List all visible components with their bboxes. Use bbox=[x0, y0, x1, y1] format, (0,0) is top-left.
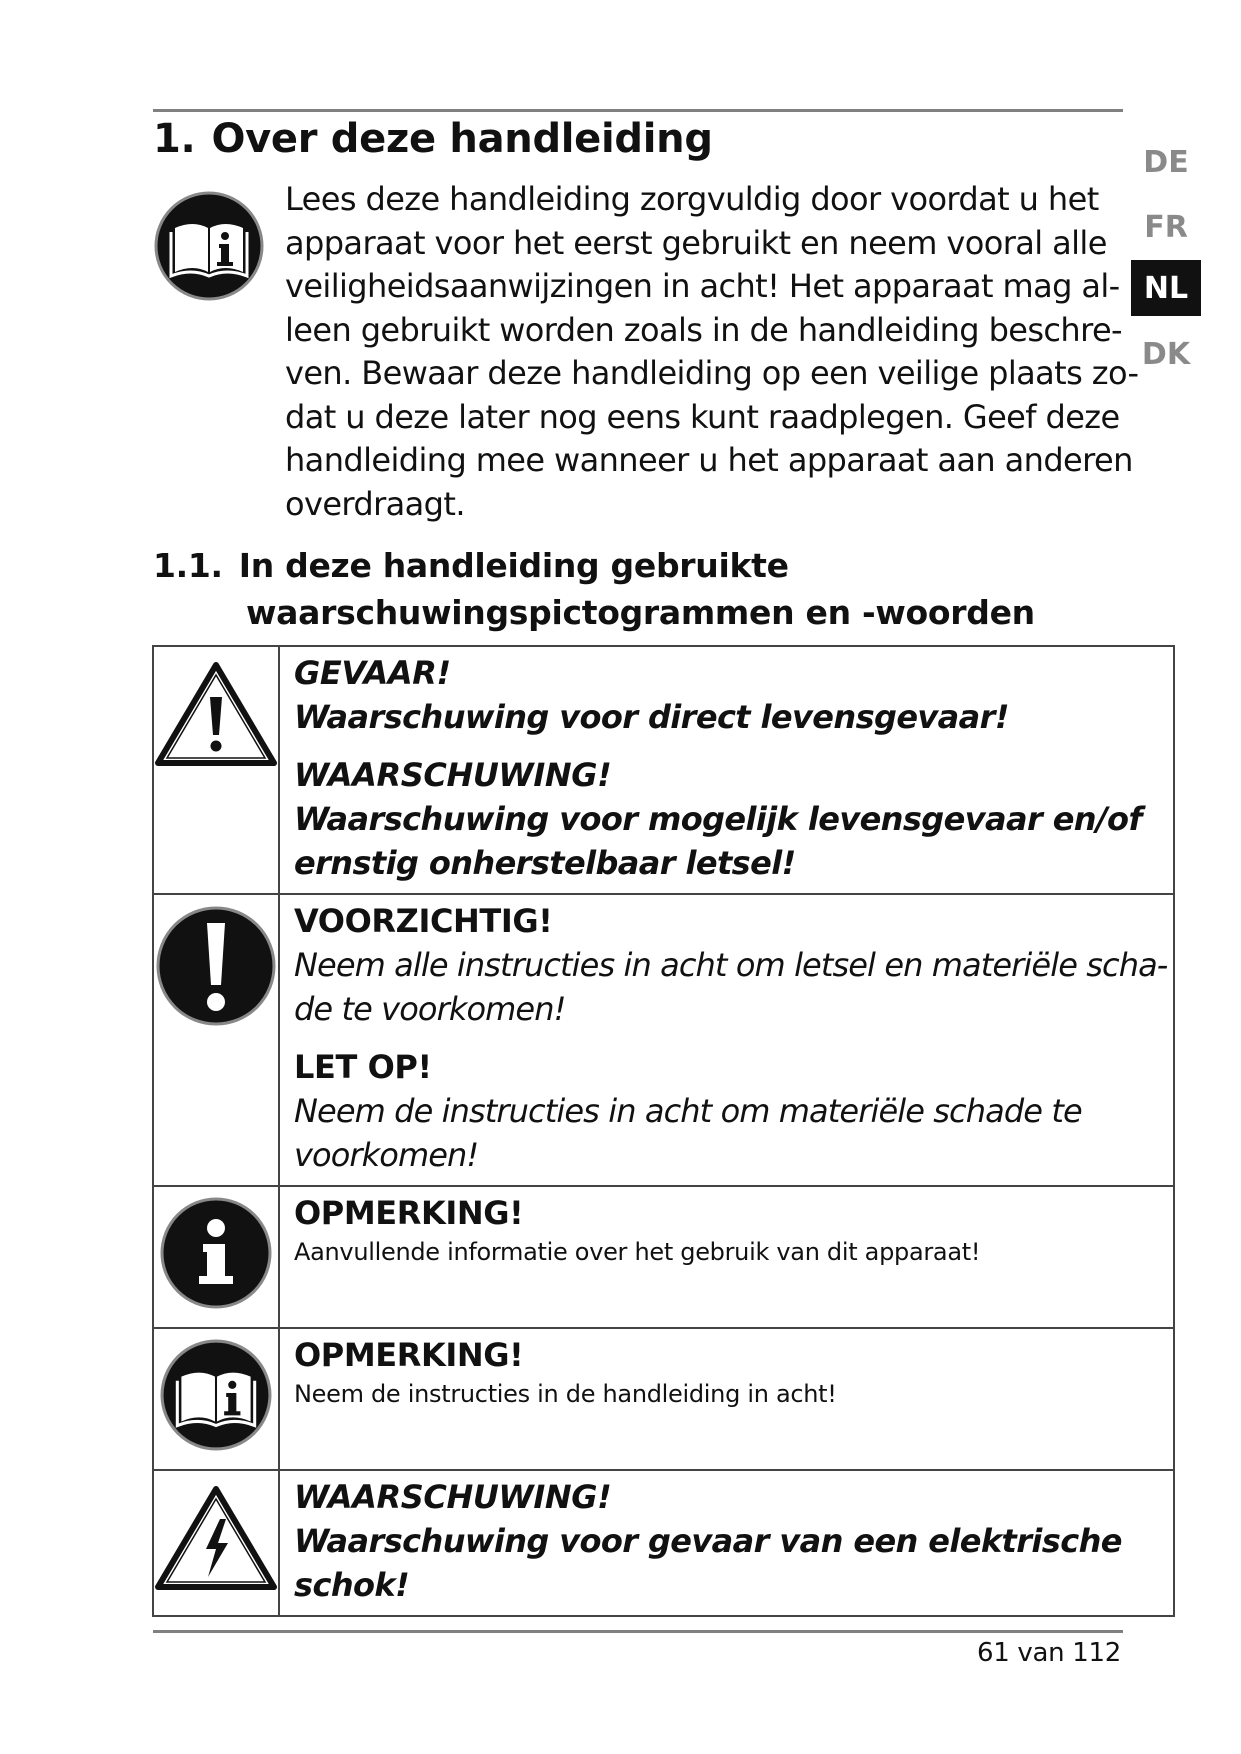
table-row bbox=[153, 1470, 1174, 1616]
signal-word: OPMERKING! bbox=[294, 1194, 524, 1232]
signal-word: VOORZICHTIG! bbox=[294, 902, 553, 940]
signal-description: Aanvullende informatie over het gebruik van dit apparaat! bbox=[294, 1238, 981, 1266]
signal-word: OPMERKING! bbox=[294, 1336, 524, 1374]
lang-tab-nl[interactable]: NL bbox=[1131, 260, 1201, 316]
text-cell bbox=[279, 894, 1174, 1186]
intro-line: dat u deze later nog eens kunt raadplegen. Geef deze bbox=[285, 397, 1120, 436]
signal-word: GEVAAR! bbox=[294, 654, 451, 692]
table-row bbox=[153, 1328, 1174, 1470]
intro-line: overdraagt. bbox=[285, 484, 465, 523]
signal-description: Waarschuwing voor gevaar van een elektrische bbox=[294, 1522, 1122, 1560]
warning-symbols-table bbox=[152, 645, 1175, 1617]
text-cell bbox=[279, 646, 1174, 894]
icon-cell bbox=[153, 894, 279, 1186]
lang-tab-de[interactable]: DE bbox=[1143, 145, 1189, 180]
manual-info-icon bbox=[153, 190, 265, 302]
signal-description: schok! bbox=[294, 1566, 410, 1604]
icon-cell bbox=[153, 646, 279, 894]
language-tabs bbox=[1131, 130, 1201, 387]
subsection-title-line1: In deze handleiding gebruikte bbox=[238, 546, 789, 585]
exclamation-circle-icon bbox=[155, 905, 277, 1027]
table-row bbox=[153, 646, 1174, 894]
signal-description: Neem de instructies in de handleiding in acht! bbox=[294, 1380, 837, 1408]
electric-shock-icon bbox=[154, 1485, 278, 1591]
intro-line: Lees deze handleiding zorgvuldig door voordat u het bbox=[285, 180, 1099, 218]
intro-line: ven. Bewaar deze handleiding op een veilige plaats zo- bbox=[285, 354, 1139, 392]
signal-description: Neem de instructies in acht om materiële schade te bbox=[294, 1092, 1082, 1130]
top-rule bbox=[153, 109, 1123, 112]
signal-description: Neem alle instructies in acht om letsel en materiële scha- bbox=[294, 946, 1168, 984]
icon-cell bbox=[153, 1186, 279, 1328]
info-circle-icon bbox=[159, 1196, 273, 1310]
section-number: 1. bbox=[153, 116, 196, 162]
text-cell bbox=[279, 1470, 1174, 1616]
signal-word: LET OP! bbox=[294, 1048, 432, 1086]
signal-description: de te voorkomen! bbox=[294, 990, 566, 1028]
subsection-title-line2: waarschuwingspictogrammen en -woorden bbox=[246, 593, 1035, 632]
text-cell bbox=[279, 1186, 1174, 1328]
signal-word: WAARSCHUWING! bbox=[294, 756, 612, 794]
intro-line: handleiding mee wanneer u het apparaat aan anderen bbox=[285, 441, 1133, 479]
manual-info-icon bbox=[159, 1338, 273, 1452]
icon-cell bbox=[153, 1470, 279, 1616]
warning-triangle-icon bbox=[154, 661, 278, 767]
signal-description: Waarschuwing voor direct levensgevaar! bbox=[294, 698, 1009, 736]
table-row bbox=[153, 894, 1174, 1186]
bottom-rule bbox=[153, 1630, 1123, 1633]
text-cell bbox=[279, 1328, 1174, 1470]
lang-tab-dk[interactable]: DK bbox=[1141, 337, 1191, 372]
subsection-number: 1.1. bbox=[153, 546, 223, 585]
section-title: Over deze handleiding bbox=[211, 116, 713, 162]
signal-description: ernstig onherstelbaar letsel! bbox=[294, 844, 796, 882]
signal-description: Waarschuwing voor mogelijk levensgevaar en/of bbox=[294, 800, 1142, 838]
page-number: 61 van 112 bbox=[976, 1638, 1121, 1668]
subsection-heading bbox=[153, 542, 1035, 636]
section-heading bbox=[153, 116, 713, 162]
intro-line: veiligheidsaanwijzingen in acht! Het apparaat mag al- bbox=[285, 267, 1120, 305]
intro-line: leen gebruikt worden zoals in de handleiding beschre- bbox=[285, 310, 1122, 349]
lang-tab-fr[interactable]: FR bbox=[1144, 210, 1188, 245]
signal-description: voorkomen! bbox=[294, 1136, 479, 1174]
signal-word: WAARSCHUWING! bbox=[294, 1478, 612, 1516]
intro-line: apparaat voor het eerst gebruikt en neem vooral alle bbox=[285, 223, 1107, 262]
intro-paragraph bbox=[285, 178, 1139, 526]
table-row bbox=[153, 1186, 1174, 1328]
icon-cell bbox=[153, 1328, 279, 1470]
